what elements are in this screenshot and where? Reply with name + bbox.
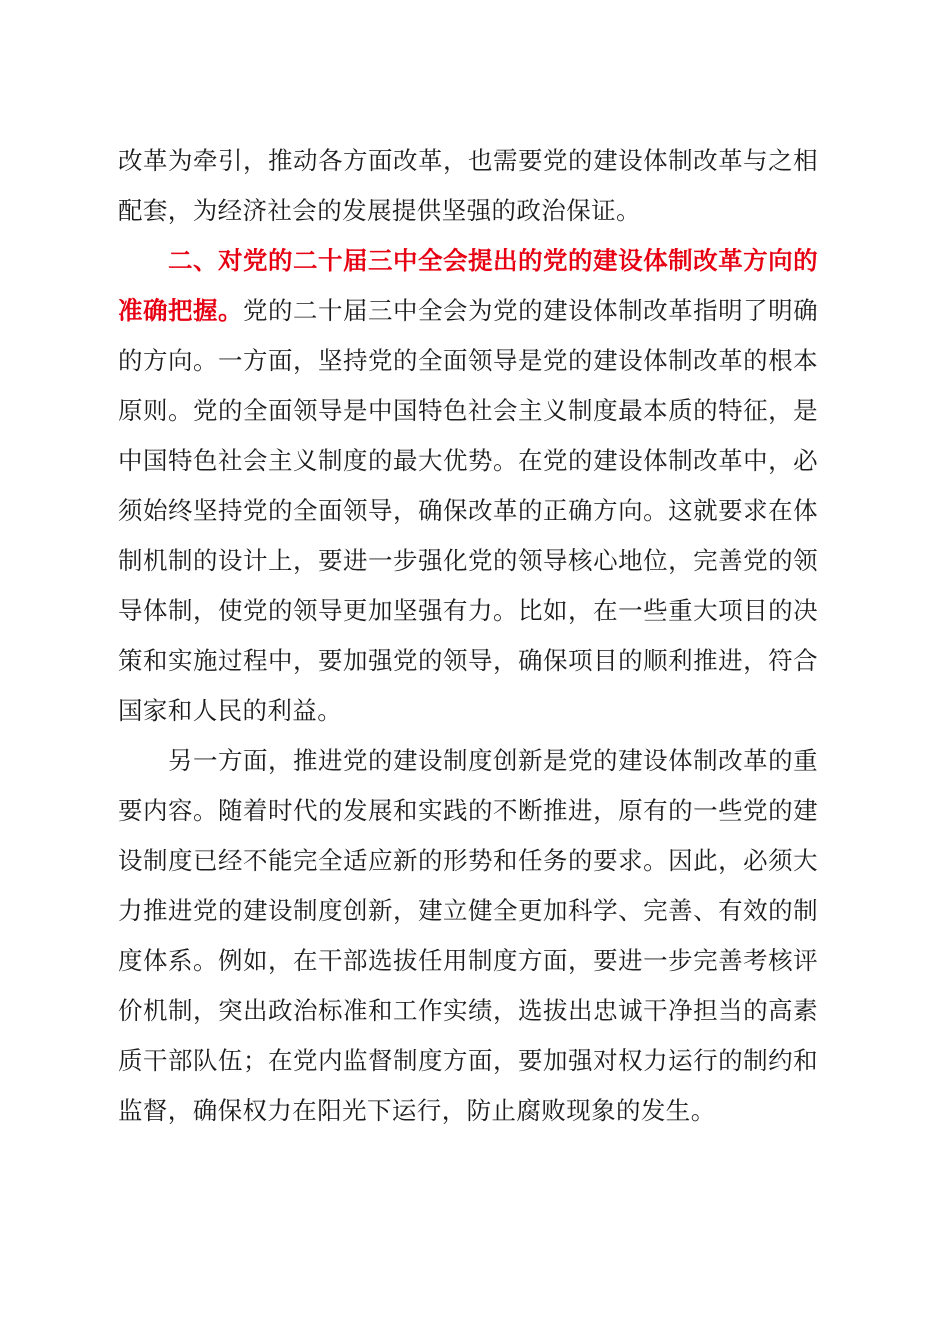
section-heading-tail: 准确把握。 (118, 296, 244, 325)
section-heading-line: 二、对党的二十届三中全会提出的党的建设体制改革方向的 (168, 246, 818, 275)
paragraph-section-two (118, 236, 818, 736)
text-line: 价机制，突出政治标准和工作实绩，选拔出忠诚干净担当的高素 (118, 996, 818, 1025)
text-line: 国家和人民的利益。 (118, 696, 343, 725)
text-run: 党的二十届三中全会为党的建设体制改革指明了明确 (243, 296, 819, 325)
text-line: 导体制，使党的领导更加坚强有力。比如，在一些重大项目的决 (118, 596, 818, 625)
text-line: 设制度已经不能完全适应新的形势和任务的要求。因此，必须大 (118, 846, 818, 875)
text-line: 中国特色社会主义制度的最大优势。在党的建设体制改革中，必 (118, 446, 818, 475)
text-line: 策和实施过程中，要加强党的领导，确保项目的顺利推进，符合 (118, 646, 818, 675)
paragraph-continuation (118, 136, 818, 236)
text-line: 另一方面，推进党的建设制度创新是党的建设体制改革的重 (168, 746, 818, 775)
text-line: 改革为牵引，推动各方面改革，也需要党的建设体制改革与之相 (118, 146, 818, 175)
text-line: 力推进党的建设制度创新，建立健全更加科学、完善、有效的制 (118, 896, 818, 925)
text-line: 质干部队伍；在党内监督制度方面，要加强对权力运行的制约和 (118, 1046, 818, 1075)
text-line: 度体系。例如，在干部选拔任用制度方面，要进一步完善考核评 (118, 946, 818, 975)
text-line: 制机制的设计上，要进一步强化党的领导核心地位，完善党的领 (118, 546, 818, 575)
document-body (118, 136, 818, 1136)
paragraph-other-aspect (118, 736, 818, 1136)
text-line: 要内容。随着时代的发展和实践的不断推进，原有的一些党的建 (118, 796, 818, 825)
text-line: 配套，为经济社会的发展提供坚强的政治保证。 (118, 196, 641, 225)
text-line: 原则。党的全面领导是中国特色社会主义制度最本质的特征，是 (118, 396, 818, 425)
text-line: 须始终坚持党的全面领导，确保改革的正确方向。这就要求在体 (118, 496, 818, 525)
text-line: 监督，确保权力在阳光下运行，防止腐败现象的发生。 (118, 1096, 716, 1125)
text-line: 的方向。一方面，坚持党的全面领导是党的建设体制改革的根本 (118, 346, 818, 375)
text-line (118, 286, 818, 336)
